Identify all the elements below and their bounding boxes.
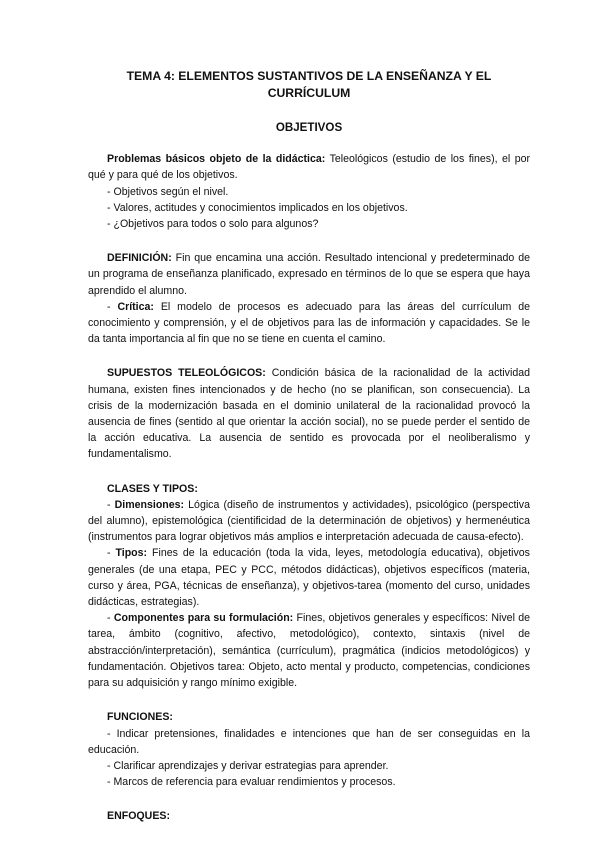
list-item: - ¿Objetivos para todos o solo para algunos?	[107, 218, 319, 231]
funciones-block	[88, 709, 530, 790]
item-label: Dimensiones:	[114, 498, 185, 511]
enfoques-block	[88, 808, 530, 824]
item-prefix: -	[107, 498, 115, 511]
problemas-label: Problemas básicos objeto de la didáctica:	[107, 153, 326, 166]
document-page	[88, 68, 530, 825]
supuestos-text: Condición básica de la racionalidad de la actividad humana, existen fines intencionados y de hecho (no se planifican, son consecuencia). La crisis de la modernización basada en el dominio unilateral de la racionalidad provocó la ausencia de fines (sentido al que orientar la acción social), no se puede perder el sentido de la acción educativa. La ausencia de sentido es provocada por el neoliberalismo y fundamentalismo.	[88, 367, 530, 461]
list-item: - Marcos de referencia para evaluar rendimientos y procesos.	[107, 776, 396, 789]
item-label: Tipos:	[115, 547, 148, 560]
supuestos-paragraph	[88, 365, 530, 462]
critica-prefix: -	[107, 300, 118, 313]
definicion-label: DEFINICIÓN:	[107, 252, 172, 265]
funciones-heading: FUNCIONES:	[107, 711, 173, 724]
list-item: - Indicar pretensiones, finalidades e intenciones que han de ser conseguidas en la educación.	[88, 727, 530, 756]
critica-paragraph	[88, 299, 530, 348]
item-text: Lógica (diseño de instrumentos y actividades), psicológico (perspectiva del alumno), epistemológica (cientificidad de la determinación de objetivos) y hermenéutica (instrumentos para lograr objetivos más amplios e interpretación adecuada de causa-efecto).	[88, 498, 530, 544]
enfoques-heading: ENFOQUES:	[107, 810, 170, 823]
definicion-block	[88, 250, 530, 347]
item-text: Fines de la educación (toda la vida, leyes, metodología educativa), objetivos generales (de una etapa, PEC y PCC, métodos didácticas), objetivos específicos (materia, curso y área, PGA, técnicas de enseñanza), y objetivos-tarea (momento del curso, unidades didácticas, estrategias).	[88, 547, 530, 609]
list-item: - Objetivos según el nivel.	[107, 185, 229, 198]
problemas-block	[88, 151, 530, 232]
page-title: TEMA 4: ELEMENTOS SUSTANTIVOS DE LA ENSEÑANZA Y EL CURRÍCULUM	[126, 69, 492, 100]
clases-heading: CLASES Y TIPOS:	[107, 482, 198, 495]
clases-item-componentes	[88, 610, 530, 691]
item-text: Fines, objetivos generales y específicos: Nivel de tarea, ámbito (cognitivo, afectivo, metodológico), contexto, sintaxis (nivel de abstracción/interpretación), semántica (currículum), pragmática (indicios metodológicos) y fundamentación. Objetivos tarea: Objeto, acto mental y producto, competencias, condiciones para su adquisición y rango mínimo exigible.	[88, 612, 530, 690]
critica-label: Crítica:	[117, 300, 154, 313]
supuestos-block	[88, 365, 530, 462]
critica-text: El modelo de procesos es adecuado para las áreas del currículum de conocimiento y comprensión, y el de objetivos para las de información y capacidades. Se le da tanta importancia al fin que no se tiene en cuenta el camino.	[88, 300, 530, 346]
item-prefix: -	[107, 612, 114, 625]
clases-block	[88, 481, 530, 692]
item-label: Componentes para su formulación:	[113, 612, 294, 625]
clases-item-tipos	[88, 545, 530, 610]
definicion-text: Fin que encamina una acción. Resultado intencional y predeterminado de un programa de enseñanza planificado, expresado en términos de lo que se espera que haya aprendido el alumno.	[88, 252, 530, 297]
problemas-text: Teleológicos (estudio de los fines), el por qué y para qué de los objetivos.	[88, 153, 530, 182]
section-title-objetivos: OBJETIVOS	[275, 121, 343, 134]
item-prefix: -	[107, 547, 116, 560]
supuestos-label: SUPUESTOS TELEOLÓGICOS:	[107, 367, 266, 380]
definicion-paragraph	[88, 250, 530, 299]
list-item: - Valores, actitudes y conocimientos implicados en los objetivos.	[107, 201, 408, 214]
clases-item-dimensiones	[88, 497, 530, 546]
list-item: - Clarificar aprendizajes y derivar estrategias para aprender.	[107, 759, 389, 772]
problemas-paragraph	[88, 151, 530, 183]
